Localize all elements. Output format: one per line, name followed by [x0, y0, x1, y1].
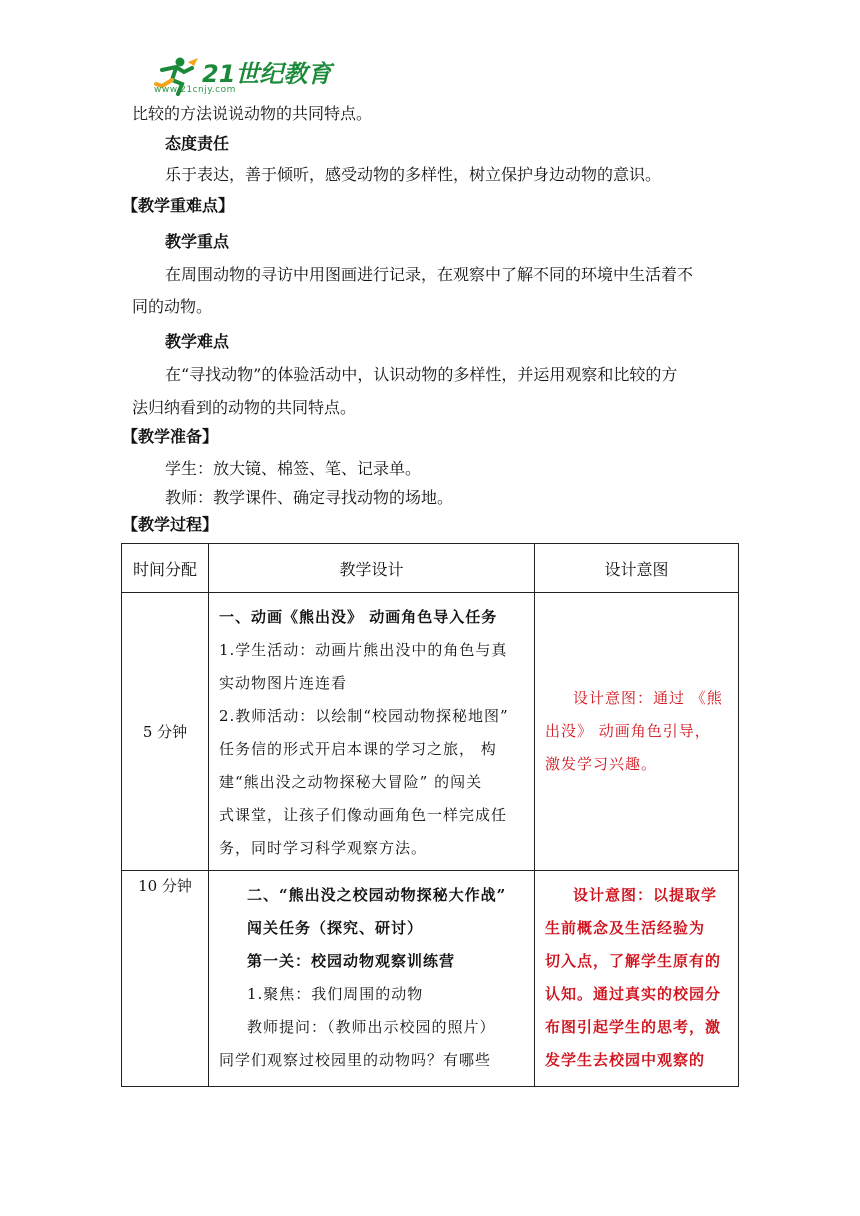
row1-design-line: 任务信的形式开启本课的学习之旅， 构 [219, 740, 497, 758]
row2-time-text: 10 分钟 [138, 877, 192, 895]
attitude-body: 乐于表达，善于倾听，感受动物的多样性，树立保护身边动物的意识。 [165, 165, 662, 184]
header-design: 教学设计 [209, 544, 535, 593]
row1-design-line: 2.教师活动：以绘制“校园动物探秘地图” [219, 707, 509, 725]
section-keypoints-heading: 【教学重难点】 [122, 196, 235, 215]
key-body-line-2: 同的动物。 [132, 297, 213, 316]
row1-intent-line: 设计意图：通过 《熊 [573, 689, 723, 707]
difficulty-heading: 教学难点 [165, 332, 230, 351]
row2-design [209, 871, 535, 1087]
row2-design-line: 1.聚焦：我们周围的动物 [247, 985, 424, 1003]
table-row [122, 871, 739, 1087]
row2-intent-line: 认知。通过真实的校园分 [545, 985, 722, 1003]
row1-design-line: 实动物图片连连看 [219, 674, 348, 692]
logo-brand-text: 21世纪教育 [202, 60, 332, 88]
row2-intent-line: 切入点，了解学生原有的 [545, 952, 722, 970]
paragraph-line: 比较的方法说说动物的共同特点。 [132, 104, 373, 123]
row1-intent-line: 激发学习兴趣。 [545, 755, 658, 773]
row1-design-line: 式课堂，让孩子们像动画角色一样完成任 [219, 806, 508, 824]
row2-intent-line: 布图引起学生的思考，激 [545, 1018, 722, 1036]
row2-intent-line: 设计意图：以提取学 [573, 886, 718, 904]
table-row [122, 593, 739, 871]
prep-student: 学生：放大镜、棉签、笔、记录单。 [165, 459, 422, 478]
key-body-line-1: 在周围动物的寻访中用图画进行记录，在观察中了解不同的环境中生活着不 [165, 265, 694, 284]
key-heading: 教学重点 [165, 232, 230, 251]
site-logo [150, 54, 350, 100]
row1-design [209, 593, 535, 871]
row1-intent-line: 出没》 动画角色引导， [545, 722, 711, 740]
row2-design-title-1: 二、“熊出没之校园动物探秘大作战” [247, 886, 507, 904]
row2-design-title-2: 闯关任务（探究、研讨） [247, 919, 424, 937]
header-time: 时间分配 [122, 544, 209, 593]
header-intent: 设计意图 [535, 544, 739, 593]
row2-intent [535, 871, 739, 1087]
row2-intent-line: 发学生去校园中观察的 [545, 1051, 706, 1069]
difficulty-body-line-1: 在“寻找动物”的体验活动中，认识动物的多样性，并运用观察和比较的方 [165, 365, 678, 384]
row1-time-text: 5 分钟 [142, 723, 188, 741]
section-prep-heading: 【教学准备】 [122, 427, 219, 446]
row1-time [122, 593, 209, 871]
row1-design-title: 一、动画《熊出没》 动画角色导入任务 [219, 608, 498, 626]
teaching-process-table [121, 543, 739, 1087]
logo-url-text: www.21cnjy.com [154, 85, 236, 95]
section-process-heading: 【教学过程】 [122, 515, 219, 534]
row2-intent-line: 生前概念及生活经验为 [545, 919, 706, 937]
row1-design-line: 建“熊出没之动物探秘大冒险” 的闯关 [219, 773, 483, 791]
row1-design-line: 1.学生活动：动画片熊出没中的角色与真 [219, 641, 508, 659]
row2-time [122, 871, 209, 1087]
row2-design-line: 教师提问：（教师出示校园的照片） [247, 1018, 496, 1036]
attitude-heading: 态度责任 [165, 134, 230, 153]
row2-design-subtitle: 第一关：校园动物观察训练营 [247, 952, 456, 970]
prep-teacher: 教师：教学课件、确定寻找动物的场地。 [165, 488, 454, 507]
table-header-row [122, 544, 739, 593]
row2-design-line: 同学们观察过校园里的动物吗？有哪些 [219, 1051, 492, 1069]
row1-design-line: 务，同时学习科学观察方法。 [219, 839, 428, 857]
row1-intent [535, 593, 739, 871]
difficulty-body-line-2: 法归纳看到的动物的共同特点。 [132, 398, 357, 417]
